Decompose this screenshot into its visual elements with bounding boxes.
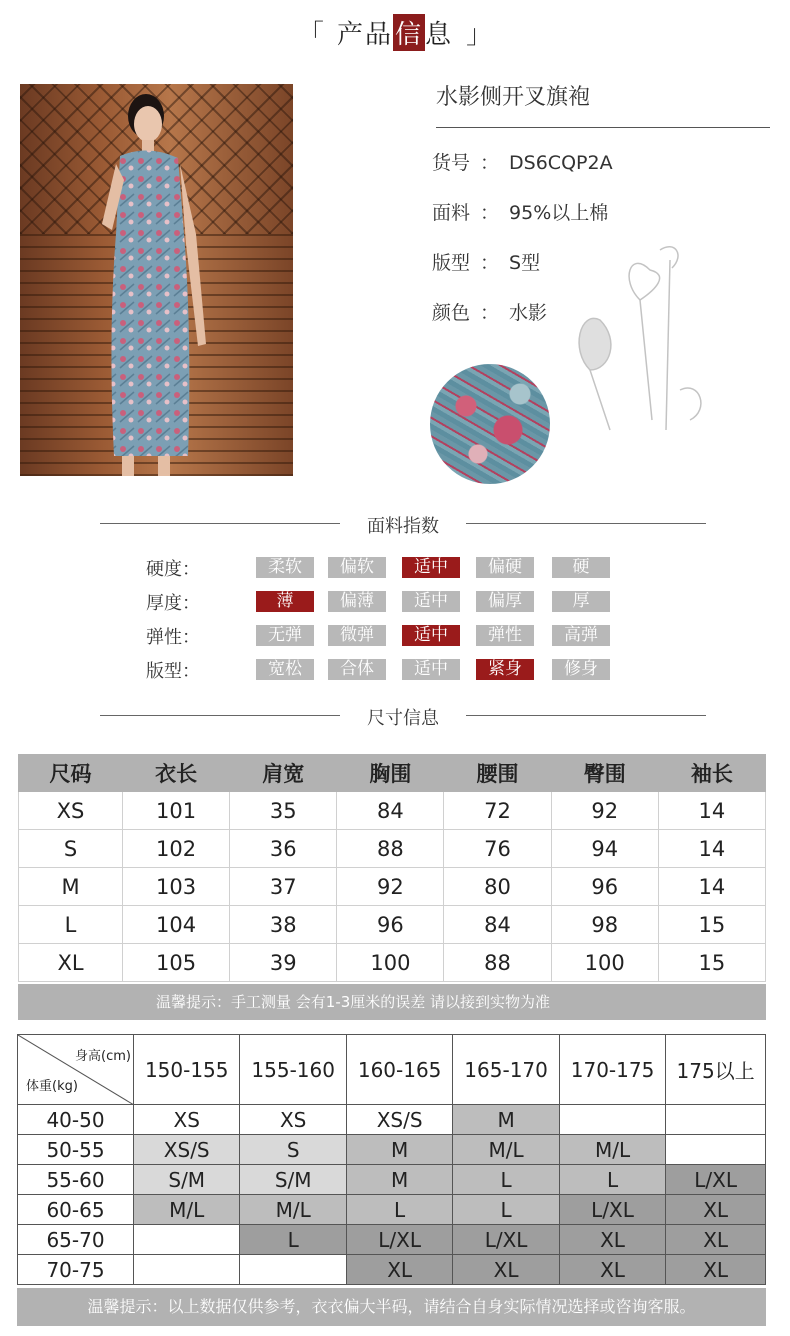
size-value: 80 — [444, 868, 551, 906]
spec-key: 货号 — [432, 152, 471, 174]
size-value: 92 — [551, 792, 658, 830]
fabric-row-label: 厚度： — [146, 593, 200, 614]
recommended-size: XS/S — [346, 1105, 452, 1135]
recommended-size: M/L — [240, 1195, 346, 1225]
recommended-size: XL — [346, 1255, 452, 1285]
recommended-size: S — [240, 1135, 346, 1165]
size-value: 101 — [123, 792, 230, 830]
table-row — [18, 1165, 766, 1195]
weight-range: 50-55 — [18, 1135, 134, 1165]
table-row — [19, 830, 766, 868]
spec-value: 95%以上棉 — [509, 202, 609, 224]
size-value: 88 — [337, 830, 444, 868]
title-highlight: 信 — [393, 14, 425, 51]
table-row — [19, 792, 766, 830]
recommended-size: L — [346, 1195, 452, 1225]
recommended-size: M/L — [559, 1135, 665, 1165]
size-value: 84 — [337, 792, 444, 830]
recommended-size: M — [453, 1105, 559, 1135]
spec-key: 颜色 — [432, 302, 471, 324]
size-value: 96 — [337, 906, 444, 944]
product-name: 水影侧开叉旗袍 — [436, 85, 591, 110]
spec-value: 水影 — [509, 302, 548, 324]
spec-value: DS6CQP2A — [509, 152, 613, 174]
size-value: 100 — [337, 944, 444, 982]
size-value: 76 — [444, 830, 551, 868]
column-header: 肩宽 — [230, 755, 337, 792]
table-row — [18, 1195, 766, 1225]
size-value: 15 — [658, 906, 765, 944]
height-range: 160-165 — [346, 1035, 452, 1105]
table-row — [19, 906, 766, 944]
size-table — [18, 754, 766, 982]
bracket-left: 「 — [297, 20, 324, 50]
recommended-size: XL — [666, 1225, 766, 1255]
title-pre: 产品 — [336, 20, 393, 50]
column-header: 尺码 — [19, 755, 123, 792]
recommended-size: L/XL — [453, 1225, 559, 1255]
fabric-row-label: 版型： — [146, 661, 200, 682]
recommend-tip: 温馨提示：以上数据仅供参考，衣衣偏大半码，请结合自身实际情况选择或咨询客服。 — [17, 1288, 766, 1326]
height-axis-label: 身高(cm) — [75, 1049, 131, 1064]
fabric-option: 偏厚 — [476, 591, 534, 612]
size-value: 103 — [123, 868, 230, 906]
size-table-header — [19, 755, 766, 792]
size-value: 14 — [658, 868, 765, 906]
product-photo — [20, 84, 293, 476]
recommended-size: L/XL — [346, 1225, 452, 1255]
size-value: 15 — [658, 944, 765, 982]
recommended-size: XL — [453, 1255, 559, 1285]
fabric-option: 微弹 — [328, 625, 386, 646]
size-label: M — [19, 868, 123, 906]
recommended-size: M/L — [134, 1195, 240, 1225]
fabric-option: 硬 — [552, 557, 610, 578]
recommended-size: XS — [134, 1105, 240, 1135]
table-corner — [18, 1035, 134, 1105]
fabric-option: 适中 — [402, 659, 460, 680]
recommended-size: S/M — [134, 1165, 240, 1195]
recommended-size: XL — [666, 1195, 766, 1225]
column-header: 衣长 — [123, 755, 230, 792]
height-range: 155-160 — [240, 1035, 346, 1105]
recommended-size: L — [559, 1165, 665, 1195]
size-value: 39 — [230, 944, 337, 982]
recommended-size: S/M — [240, 1165, 346, 1195]
size-value: 92 — [337, 868, 444, 906]
fabric-option: 柔软 — [256, 557, 314, 578]
size-value: 88 — [444, 944, 551, 982]
recommended-size: L — [453, 1165, 559, 1195]
height-range: 150-155 — [134, 1035, 240, 1105]
size-value: 98 — [551, 906, 658, 944]
column-header: 腰围 — [444, 755, 551, 792]
fabric-option: 适中 — [402, 591, 460, 612]
size-value: 14 — [658, 830, 765, 868]
size-value: 36 — [230, 830, 337, 868]
spec-fabric — [432, 198, 608, 225]
weight-axis-label: 体重(kg) — [26, 1079, 78, 1094]
title-post: 息 — [425, 20, 454, 50]
table-row — [18, 1105, 766, 1135]
fabric-option: 偏软 — [328, 557, 386, 578]
size-value: 72 — [444, 792, 551, 830]
name-divider — [436, 127, 770, 128]
bracket-right: 」 — [466, 20, 493, 50]
spec-item-number — [432, 148, 613, 175]
fabric-index-title: 面料指数 — [367, 516, 439, 537]
spec-colon: ： — [480, 252, 500, 274]
fabric-option: 弹性 — [476, 625, 534, 646]
spec-key: 面料 — [432, 202, 471, 224]
model-figure-illustration — [100, 84, 260, 476]
column-header: 胸围 — [337, 755, 444, 792]
size-value: 104 — [123, 906, 230, 944]
page-title — [337, 14, 453, 51]
recommended-size — [666, 1135, 766, 1165]
recommended-size: L — [240, 1225, 346, 1255]
fabric-option: 紧身 — [476, 659, 534, 680]
weight-range: 60-65 — [18, 1195, 134, 1225]
size-value: 84 — [444, 906, 551, 944]
size-label: S — [19, 830, 123, 868]
size-value: 94 — [551, 830, 658, 868]
fabric-option: 修身 — [552, 659, 610, 680]
recommended-size — [134, 1225, 240, 1255]
fabric-swatch — [430, 364, 550, 484]
size-info-heading — [100, 704, 706, 728]
weight-range: 65-70 — [18, 1225, 134, 1255]
fabric-option: 适中 — [402, 557, 460, 578]
fabric-option: 适中 — [402, 625, 460, 646]
recommended-size: M — [346, 1165, 452, 1195]
fabric-index-heading — [100, 512, 706, 536]
table-row — [18, 1135, 766, 1165]
size-value: 35 — [230, 792, 337, 830]
size-value: 37 — [230, 868, 337, 906]
column-header: 臀围 — [551, 755, 658, 792]
spec-colon: ： — [480, 152, 500, 174]
recommend-header-row — [18, 1035, 766, 1105]
spec-fit — [432, 248, 540, 275]
recommended-size: M — [346, 1135, 452, 1165]
size-value: 96 — [551, 868, 658, 906]
size-label: L — [19, 906, 123, 944]
recommended-size: XS — [240, 1105, 346, 1135]
height-range: 175以上 — [666, 1035, 766, 1105]
size-value: 14 — [658, 792, 765, 830]
height-range: 170-175 — [559, 1035, 665, 1105]
measurement-tip: 温馨提示：手工测量 会有1-3厘米的误差 请以接到实物为准 — [18, 984, 766, 1020]
spec-key: 版型 — [432, 252, 471, 274]
size-value: 102 — [123, 830, 230, 868]
fabric-option: 厚 — [552, 591, 610, 612]
height-range: 165-170 — [453, 1035, 559, 1105]
table-row — [18, 1225, 766, 1255]
spec-color — [432, 298, 547, 325]
fabric-option: 偏薄 — [328, 591, 386, 612]
spec-colon: ： — [480, 302, 500, 324]
spec-colon: ： — [480, 202, 500, 224]
weight-range: 70-75 — [18, 1255, 134, 1285]
fabric-option: 无弹 — [256, 625, 314, 646]
page-header — [0, 14, 790, 64]
fabric-option: 宽松 — [256, 659, 314, 680]
size-label: XL — [19, 944, 123, 982]
recommended-size: L/XL — [666, 1165, 766, 1195]
table-row — [18, 1255, 766, 1285]
fabric-row-label: 硬度： — [146, 559, 200, 580]
table-row — [19, 868, 766, 906]
size-info-title: 尺寸信息 — [367, 708, 439, 729]
fabric-option: 薄 — [256, 591, 314, 612]
recommended-size: M/L — [453, 1135, 559, 1165]
size-value: 100 — [551, 944, 658, 982]
weight-range: 55-60 — [18, 1165, 134, 1195]
recommended-size — [666, 1105, 766, 1135]
fabric-row-label: 弹性： — [146, 627, 200, 648]
fabric-option: 合体 — [328, 659, 386, 680]
fabric-option: 偏硬 — [476, 557, 534, 578]
size-recommend-table — [17, 1034, 766, 1285]
fabric-option: 高弹 — [552, 625, 610, 646]
weight-range: 40-50 — [18, 1105, 134, 1135]
recommended-size: L/XL — [559, 1195, 665, 1225]
size-value: 105 — [123, 944, 230, 982]
lotus-ink-illustration — [560, 230, 760, 440]
size-label: XS — [19, 792, 123, 830]
recommended-size: XL — [666, 1255, 766, 1285]
recommended-size — [134, 1255, 240, 1285]
recommended-size: XL — [559, 1225, 665, 1255]
size-value: 38 — [230, 906, 337, 944]
table-row — [19, 944, 766, 982]
recommended-size: XS/S — [134, 1135, 240, 1165]
recommended-size — [559, 1105, 665, 1135]
recommended-size — [240, 1255, 346, 1285]
column-header: 袖长 — [658, 755, 765, 792]
spec-value: S型 — [509, 252, 541, 274]
recommended-size: XL — [559, 1255, 665, 1285]
recommended-size: L — [453, 1195, 559, 1225]
